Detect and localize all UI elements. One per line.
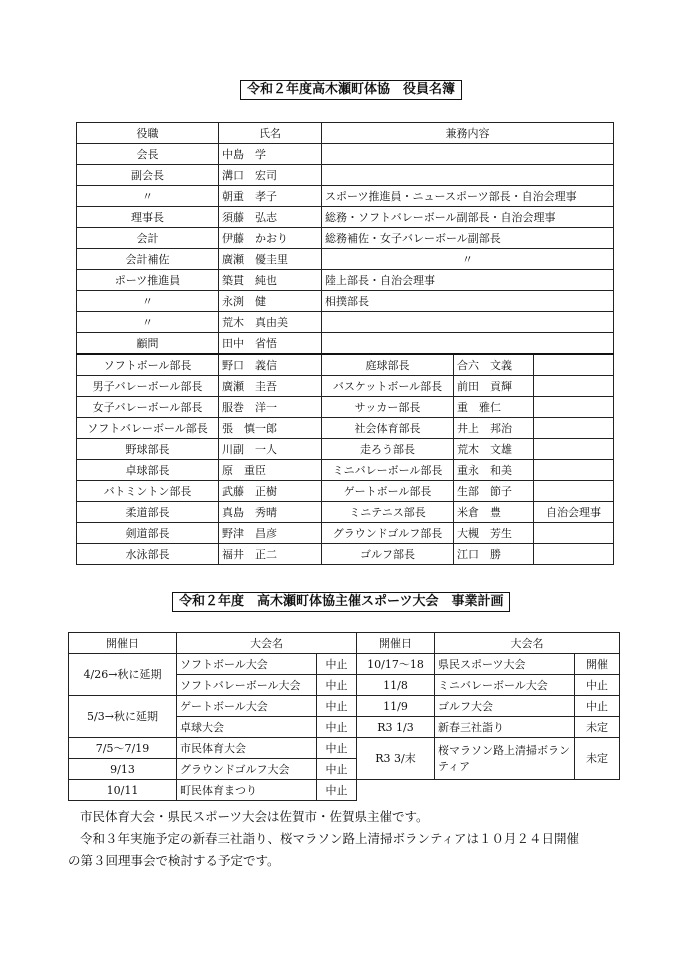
event-name: グラウンドゴルフ大会 [177,759,317,780]
event-status: 中止 [317,780,357,801]
department-role: 卓球部長 [77,460,219,481]
event-date: 11/8 [357,675,435,696]
officer-row [77,186,614,207]
officer-name: 朝重 孝子 [219,186,322,207]
department-role: ソフトボール部長 [77,354,219,376]
officer-duty: 〃 [322,249,614,270]
department-note [534,354,614,376]
event-date: 7/5〜7/19 [69,738,177,759]
department-head: 野津 昌彦 [219,523,322,544]
event-date: 4/26→秋に延期 [69,654,177,696]
note-line: 令和３年実施予定の新春三社詣り、桜マラソン路上清掃ボランティアは１０月２４日開催 [80,831,580,846]
event-date: R3 3/末 [357,738,435,780]
officer-name: 須藤 弘志 [219,207,322,228]
department-role: ミニバレーボール部長 [322,460,454,481]
event-date: 9/13 [69,759,177,780]
officer-duty: 陸上部長・自治会理事 [322,270,614,291]
officer-name: 伊藤 かおり [219,228,322,249]
header-name: 氏名 [219,123,322,144]
officer-duty [322,165,614,186]
department-role: ミニテニス部長 [322,502,454,523]
department-head: 合六 文義 [454,354,534,376]
department-role: 野球部長 [77,439,219,460]
officer-name: 荒木 真由美 [219,312,322,333]
department-role: 庭球部長 [322,354,454,376]
event-name: ゴルフ大会 [435,696,575,717]
department-head: 荒木 文雄 [454,439,534,460]
event-date: 10/11 [69,780,177,801]
officer-row [77,144,614,165]
officer-name: 築貫 純也 [219,270,322,291]
department-head: 武藤 正樹 [219,481,322,502]
department-row [77,397,614,418]
officer-row [77,249,614,270]
department-role: バスケットボール部長 [322,376,454,397]
officer-role: 〃 [77,312,219,333]
officer-row [77,165,614,186]
department-role: 剣道部長 [77,523,219,544]
header-role: 役職 [77,123,219,144]
officer-roster-table [76,122,614,565]
event-name: 県民スポーツ大会 [435,654,575,675]
department-head: 服巻 洋一 [219,397,322,418]
event-status: 未定 [575,738,620,780]
plan-row [69,780,620,801]
roster-title: 令和２年度高木瀬町体協 役員名簿 [240,80,462,100]
department-note [534,418,614,439]
header-date-left: 開催日 [69,633,177,654]
event-status: 中止 [317,675,357,696]
officer-duty: 総務補佐・女子バレーボール副部長 [322,228,614,249]
officer-duty: 総務・ソフトバレーボール副部長・自治会理事 [322,207,614,228]
department-note [534,481,614,502]
plan-header-row [69,633,620,654]
header-event-right: 大会名 [435,633,620,654]
note-line: 市民体育大会・県民スポーツ大会は佐賀市・佐賀県主催です。 [80,809,429,824]
officer-duty [322,333,614,355]
officer-role: 〃 [77,291,219,312]
department-head: 生部 節子 [454,481,534,502]
department-row [77,418,614,439]
department-role: 社会体育部長 [322,418,454,439]
department-head: 川副 一人 [219,439,322,460]
department-row [77,376,614,397]
officer-row [77,333,614,355]
department-note [534,544,614,565]
event-name: ソフトボール大会 [177,654,317,675]
department-note [534,439,614,460]
header-date-right: 開催日 [357,633,435,654]
plan-title: 令和２年度 高木瀬町体協主催スポーツ大会 事業計画 [172,592,510,612]
event-status: 開催 [575,654,620,675]
department-head: 張 慎一郎 [219,418,322,439]
department-role: グラウンドゴルフ部長 [322,523,454,544]
department-row [77,544,614,565]
notes [68,806,628,872]
officer-row [77,207,614,228]
department-note [534,376,614,397]
officer-role: 〃 [77,186,219,207]
roster-header-row [77,123,614,144]
event-status: 中止 [575,696,620,717]
department-head: 大槻 芳生 [454,523,534,544]
event-name: 町民体育まつり [177,780,317,801]
officer-role: 理事長 [77,207,219,228]
department-row [77,481,614,502]
department-role: 水泳部長 [77,544,219,565]
department-head: 廣瀬 圭吾 [219,376,322,397]
event-date: 5/3→秋に延期 [69,696,177,738]
event-date: R3 1/3 [357,717,435,738]
department-head: 原 重臣 [219,460,322,481]
department-head: 野口 義信 [219,354,322,376]
department-head: 真島 秀晴 [219,502,322,523]
officer-role: 顧問 [77,333,219,355]
event-status: 中止 [575,675,620,696]
department-role: 走ろう部長 [322,439,454,460]
department-note [534,523,614,544]
department-row [77,502,614,523]
department-role: 柔道部長 [77,502,219,523]
officer-role: 会長 [77,144,219,165]
plan-row [69,696,620,717]
officer-row [77,312,614,333]
department-head: 米倉 豊 [454,502,534,523]
officer-row [77,228,614,249]
event-name: 卓球大会 [177,717,317,738]
officer-role: 会計補佐 [77,249,219,270]
event-name: ゲートボール大会 [177,696,317,717]
event-status: 中止 [317,654,357,675]
officer-duty [322,312,614,333]
event-name: 桜マラソン路上清掃ボランティア [435,738,575,780]
department-row [77,439,614,460]
officer-name: 溝口 宏司 [219,165,322,186]
event-plan-table [68,632,620,801]
event-name: ソフトバレーボール大会 [177,675,317,696]
department-note [534,460,614,481]
department-head: 重永 和美 [454,460,534,481]
department-row [77,460,614,481]
department-row [77,354,614,376]
department-role: 女子バレーボール部長 [77,397,219,418]
officer-duty: 相撲部長 [322,291,614,312]
event-status: 中止 [317,696,357,717]
officer-role: ポーツ推進員 [77,270,219,291]
event-name: ミニバレーボール大会 [435,675,575,696]
event-status: 中止 [317,759,357,780]
department-note [534,397,614,418]
event-date: 11/9 [357,696,435,717]
department-head: 福井 正二 [219,544,322,565]
event-name: 市民体育大会 [177,738,317,759]
officer-role: 副会長 [77,165,219,186]
department-role: サッカー部長 [322,397,454,418]
officer-duty: スポーツ推進員・ニュースポーツ部長・自治会理事 [322,186,614,207]
event-status: 未定 [575,717,620,738]
officer-row [77,291,614,312]
header-duty: 兼務内容 [322,123,614,144]
department-head: 前田 貢輝 [454,376,534,397]
event-name: 新春三社詣り [435,717,575,738]
header-event-left: 大会名 [177,633,357,654]
department-role: ゴルフ部長 [322,544,454,565]
plan-row [69,654,620,675]
department-note: 自治会理事 [534,502,614,523]
officer-name: 田中 省悟 [219,333,322,355]
department-role: ソフトバレーボール部長 [77,418,219,439]
event-date: 10/17〜18 [357,654,435,675]
plan-row [69,738,620,759]
officer-name: 廣瀬 優圭里 [219,249,322,270]
officer-row [77,270,614,291]
event-status: 中止 [317,738,357,759]
officer-role: 会計 [77,228,219,249]
department-row [77,523,614,544]
department-role: バトミントン部長 [77,481,219,502]
officer-name: 中島 学 [219,144,322,165]
department-role: ゲートボール部長 [322,481,454,502]
department-head: 江口 勝 [454,544,534,565]
event-status: 中止 [317,717,357,738]
officer-duty [322,144,614,165]
officer-name: 永渕 健 [219,291,322,312]
department-head: 井上 邦治 [454,418,534,439]
department-role: 男子バレーボール部長 [77,376,219,397]
department-head: 重 雅仁 [454,397,534,418]
note-line: の第３回理事会で検討する予定です。 [68,853,280,868]
